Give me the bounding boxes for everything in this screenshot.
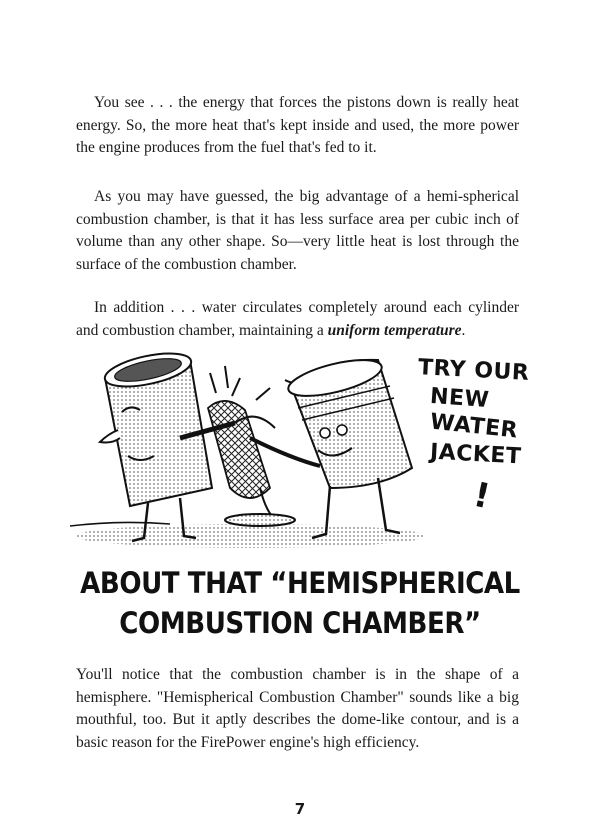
paragraph-hemispherical-advantage — [76, 186, 519, 276]
balloon-line-new: NEW — [429, 383, 491, 414]
section-heading-line-2: COMBUSTION CHAMBER” — [119, 606, 481, 640]
paragraph-end: . — [461, 321, 466, 339]
paragraph-heat-energy — [76, 92, 519, 160]
cylinder-character-icon — [100, 347, 212, 541]
emphasis-text: uniform temperature — [327, 321, 462, 339]
page-number: 7 — [294, 800, 306, 818]
balloon-line-jacket: JACKET — [429, 439, 523, 470]
paragraph-water-circulation — [76, 297, 519, 342]
section-heading-line-1: ABOUT THAT “HEMISPHERICAL — [80, 566, 520, 600]
paragraph-text: You'll notice that the combustion chamber is in the shape of a hemisphere. "Hemispherical Combustion Chamber" sounds like a big mouthful, too. But it aptly describes the dome-like contour, and is a basic reason for the FirePower engine's high efficiency. — [76, 666, 519, 751]
paragraph-text: As you may have guessed, the big advantage of a hemi-spherical combustion chamber, is that it has less surface area per cubic inch of volume than any other shape. So—very little heat is lost through the surface of the combustion chamber. — [76, 188, 519, 273]
paragraph-hemisphere-shape — [76, 664, 519, 754]
balloon-line-water: WATER — [428, 409, 520, 444]
balloon-exclamation: ! — [470, 474, 494, 518]
piston-character-icon — [285, 353, 412, 538]
paragraph-text: You see . . . the energy that forces the pistons down is really heat energy. So, the more heat that's kept inside and used, the more power the engine produces from the fuel that's fed to it. — [76, 94, 519, 156]
ground-shadow — [75, 524, 425, 548]
paragraph-text: In addition . . . water circulates completely around each cylinder and combustion chamber, maintaining a — [76, 299, 519, 339]
balloon-line-try-our: TRY OUR — [417, 355, 530, 386]
